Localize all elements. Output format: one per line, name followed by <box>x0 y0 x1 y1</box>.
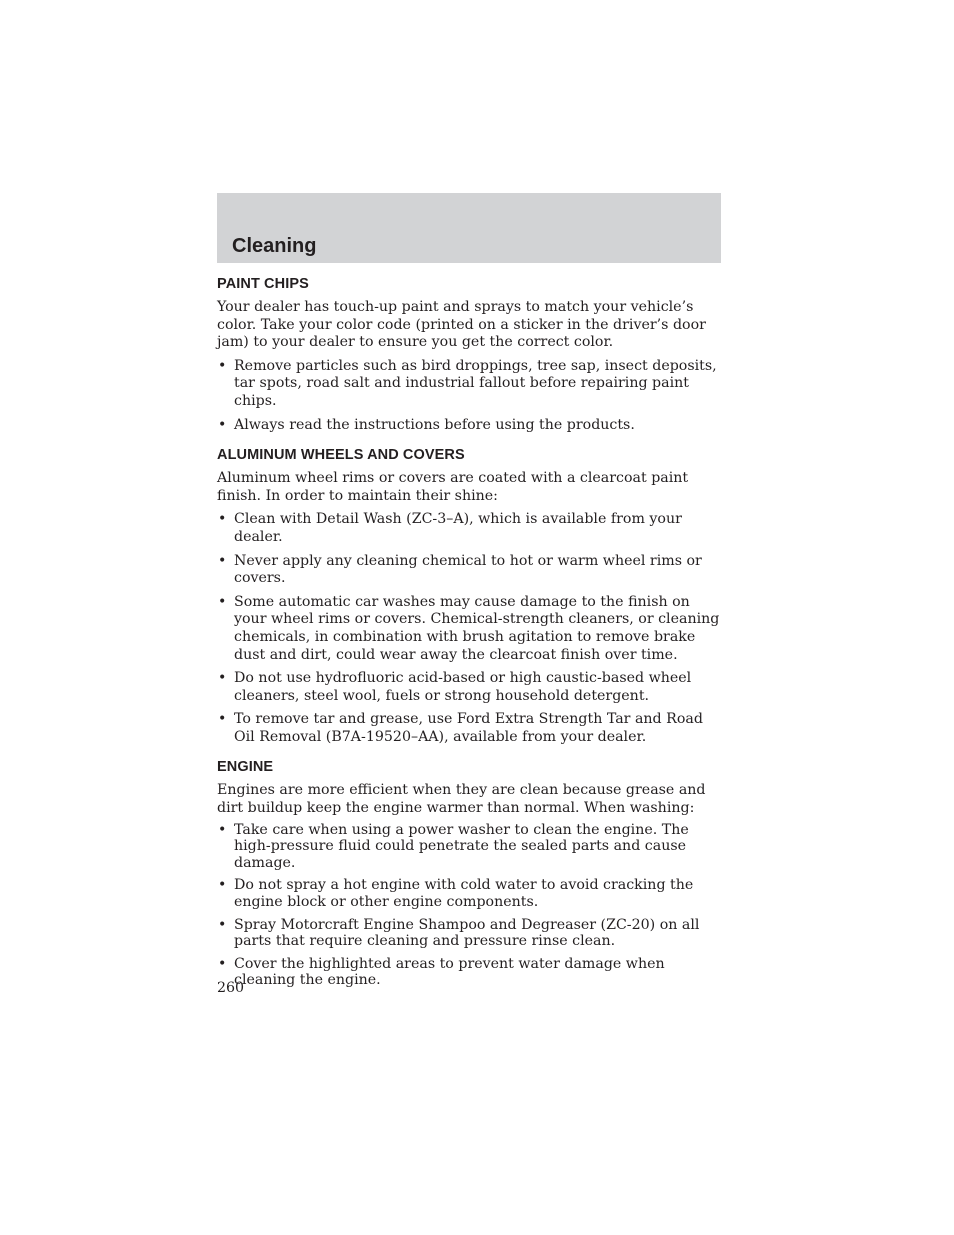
bullet-icon: • <box>218 670 227 687</box>
list-item <box>217 956 721 989</box>
section-paragraph: Engines are more efficient when they are clean because grease and dirt buildup keep the engine warmer than normal. When washing: <box>217 782 706 817</box>
list-item <box>217 358 721 411</box>
list-item-text: Spray Motorcraft Engine Shampoo and Degreaser (ZC-20) on all parts that require cleaning and pressure rinse clean. <box>234 916 700 950</box>
list-item <box>217 417 721 435</box>
list-item <box>217 511 721 546</box>
bullet-icon: • <box>218 877 227 894</box>
section-paragraph: Aluminum wheel rims or covers are coated with a clearcoat paint finish. In order to maintain their shine: <box>217 470 689 504</box>
list-item <box>217 594 721 664</box>
bullet-icon: • <box>218 821 227 838</box>
bullet-icon: • <box>218 711 227 728</box>
list-item-text: Cover the highlighted areas to prevent water damage when cleaning the engine. <box>234 955 665 989</box>
list-item <box>217 553 721 588</box>
list-item <box>217 711 721 746</box>
section-aluminum-wheels <box>217 447 721 746</box>
list-item <box>217 670 721 705</box>
section-engine <box>217 759 721 989</box>
bullet-icon: • <box>218 955 227 972</box>
bullet-list <box>217 822 721 989</box>
list-item <box>217 822 721 872</box>
list-item <box>217 877 721 910</box>
bullet-icon: • <box>218 593 227 610</box>
bullet-icon: • <box>218 552 227 569</box>
list-item-text: Never apply any cleaning chemical to hot or warm wheel rims or covers. <box>234 552 702 587</box>
list-item-text: Always read the instructions before using the products. <box>234 416 635 433</box>
section-heading: ALUMINUM WHEELS AND COVERS <box>217 447 465 464</box>
section-heading: PAINT CHIPS <box>217 276 309 292</box>
page-number: 260 <box>217 980 245 996</box>
section-heading: ENGINE <box>217 759 274 776</box>
bullet-list <box>217 358 721 434</box>
list-item-text: Clean with Detail Wash (ZC-3–A), which is available from your dealer. <box>234 511 682 545</box>
page-content <box>217 276 721 1002</box>
section-paragraph: Your dealer has touch-up paint and sprays to match your vehicle’s color. Take your color code (printed on a sticker in the driver’s door jam) to your dealer to ensure you get the correct color. <box>217 299 706 351</box>
list-item-text: Some automatic car washes may cause damage to the finish on your wheel rims or covers. Chemical-strength cleaners, or cleaning chemicals, in combination with brush agitation to remove brake dust and dirt, could wear away the clearcoat finish over time. <box>234 593 720 663</box>
section-paint-chips <box>217 276 721 434</box>
bullet-icon: • <box>218 357 227 374</box>
list-item-text: Do not use hydrofluoric acid-based or high caustic-based wheel cleaners, steel wool, fuels or strong household detergent. <box>234 670 692 704</box>
bullet-icon: • <box>218 916 227 933</box>
list-item-text: Remove particles such as bird droppings, tree sap, insect deposits, tar spots, road salt and industrial fallout before repairing paint chips. <box>234 357 717 409</box>
list-item <box>217 917 721 950</box>
bullet-list <box>217 511 721 746</box>
chapter-title: Cleaning <box>232 235 317 257</box>
chapter-header-band <box>217 193 721 263</box>
list-item-text: To remove tar and grease, use Ford Extra Strength Tar and Road Oil Removal (B7A-19520–AA), available from your dealer. <box>234 711 703 745</box>
list-item-text: Do not spray a hot engine with cold water to avoid cracking the engine block or other engine components. <box>234 877 694 911</box>
bullet-icon: • <box>218 416 227 433</box>
bullet-icon: • <box>218 511 227 528</box>
list-item-text: Take care when using a power washer to clean the engine. The high-pressure fluid could penetrate the sealed parts and cause damage. <box>234 821 689 871</box>
